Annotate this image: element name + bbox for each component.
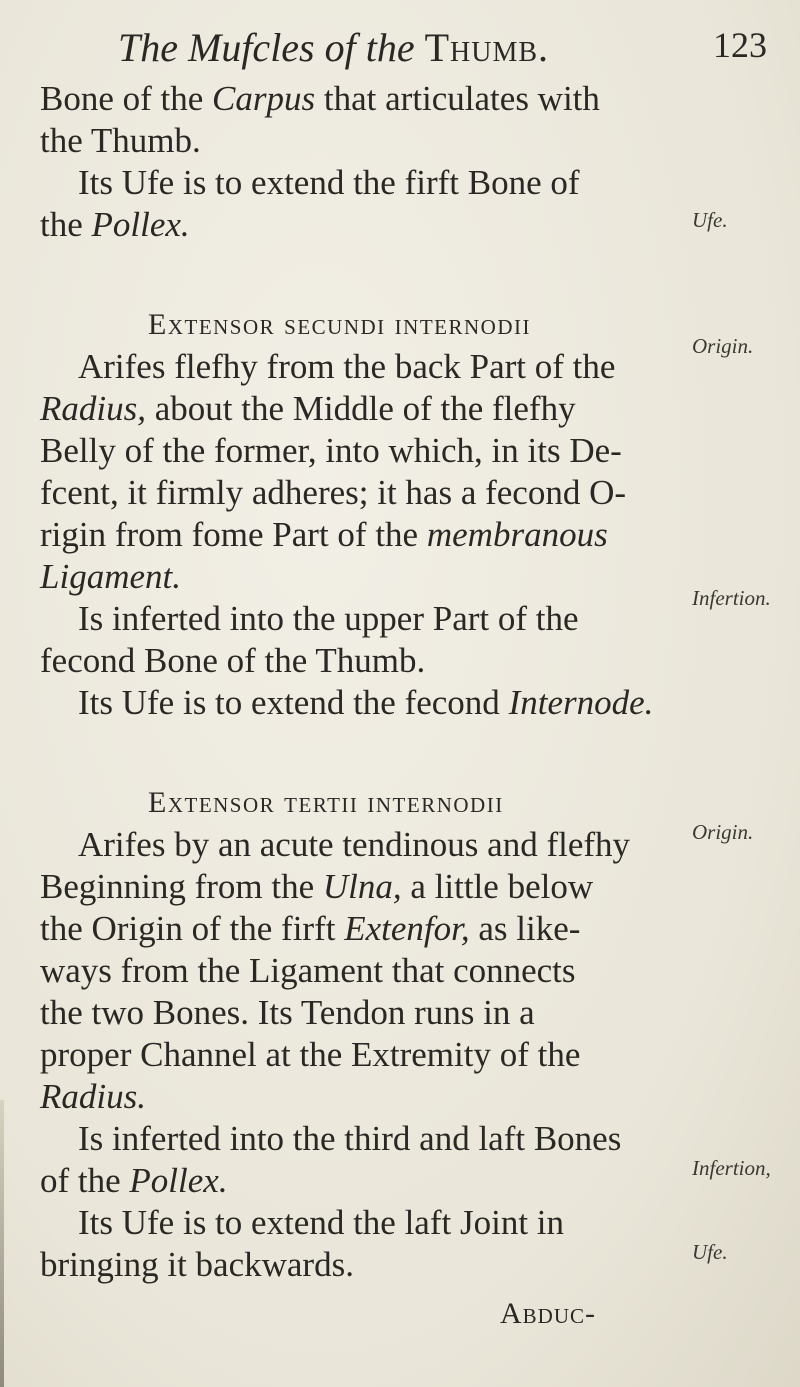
page-edge-shadow: [0, 1100, 4, 1387]
text-line: Its Ufe is to extend the laft Joint in: [78, 1203, 565, 1242]
text-line: the Origin of the firft Extenfor, as like-: [40, 909, 581, 948]
running-header: [0, 24, 800, 74]
text-line: rigin from fome Part of the membranous: [40, 515, 608, 554]
text-line: Ligament.: [40, 557, 181, 596]
text-line: Arifes flefhy from the back Part of the: [78, 347, 616, 386]
text-line: Is inferted into the third and laft Bones: [78, 1119, 622, 1158]
text-line: ways from the Ligament that connects: [40, 951, 576, 990]
page-number: 123: [713, 25, 767, 65]
text-line: Radius, about the Middle of the flefhy: [40, 389, 576, 428]
text-line: the Pollex.: [40, 205, 190, 244]
text-line: Belly of the former, into which, in its De-: [40, 431, 622, 470]
text-line: of the Pollex.: [40, 1161, 228, 1200]
margin-note-use: Ufe.: [692, 208, 728, 232]
title-the: The: [118, 25, 178, 70]
text-line: fcent, it firmly adheres; it has a fecond O-: [40, 473, 627, 512]
title-of-the: of the: [324, 25, 415, 70]
title-thumb: Thumb.: [424, 25, 550, 70]
margin-note-insertion: Infertion,: [692, 1156, 771, 1180]
text-line: Bone of the Carpus that articulates with: [40, 79, 600, 118]
text-line: Radius.: [40, 1077, 146, 1116]
text-line: the Thumb.: [40, 121, 201, 160]
text-line: Is inferted into the upper Part of the: [78, 599, 579, 638]
text-line: proper Channel at the Extremity of the: [40, 1035, 581, 1074]
margin-note-use: Ufe.: [692, 1240, 728, 1264]
running-title: [118, 24, 549, 71]
margin-note-origin: Origin.: [692, 820, 754, 844]
text-line: fecond Bone of the Thumb.: [40, 641, 426, 680]
text-line: bringing it backwards.: [40, 1245, 354, 1284]
margin-note-insertion: Infertion.: [692, 586, 771, 610]
text-line: Arifes by an acute tendinous and flefhy: [78, 825, 631, 864]
text-line: Its Ufe is to extend the firft Bone of: [78, 163, 580, 202]
text-line: Its Ufe is to extend the fecond Internode.: [78, 683, 654, 722]
body-text: [40, 78, 680, 1286]
title-muscles: Mufcles: [188, 25, 315, 70]
catchword: Abduc-: [500, 1297, 596, 1330]
text-line: the two Bones. Its Tendon runs in a: [40, 993, 535, 1032]
section-heading-extensor-secundi: Extensor secundi internodii: [148, 308, 531, 341]
margin-note-origin: Origin.: [692, 334, 754, 358]
text-line: Beginning from the Ulna, a little below: [40, 867, 594, 906]
section-heading-extensor-tertii: Extensor tertii internodii: [148, 786, 504, 819]
